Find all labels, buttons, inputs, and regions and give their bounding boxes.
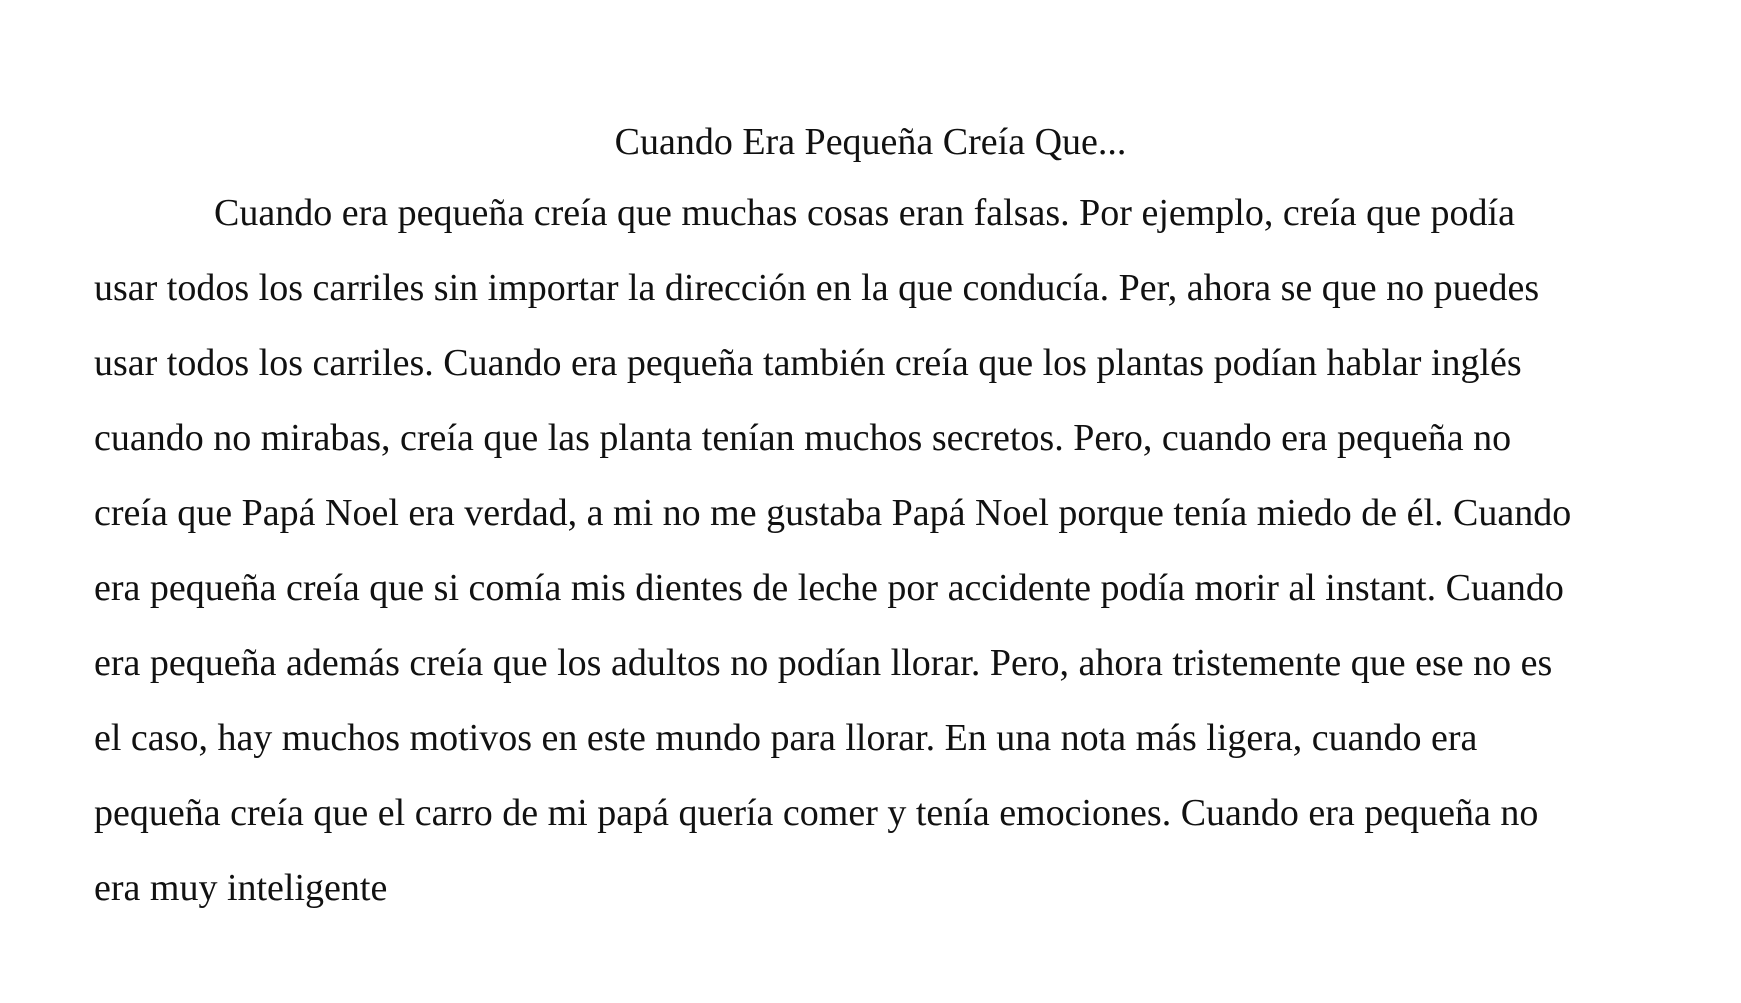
- paragraph-line: creía que Papá Noel era verdad, a mi no me gustaba Papá Noel porque tenía miedo de él. Cuando: [94, 492, 1572, 534]
- paragraph-line: pequeña creía que el carro de mi papá quería comer y tenía emociones. Cuando era pequeña no: [94, 792, 1539, 834]
- paragraph-line: era muy inteligente: [94, 867, 388, 909]
- paragraph-line: era pequeña creía que si comía mis dientes de leche por accidente podía morir al instant. Cuando: [94, 567, 1564, 609]
- paragraph-line: usar todos los carriles sin importar la dirección en la que conducía. Per, ahora se que no puedes: [94, 267, 1540, 309]
- paragraph-line: el caso, hay muchos motivos en este mundo para llorar. En una nota más ligera, cuando era: [94, 717, 1478, 759]
- document-title: Cuando Era Pequeña Creía Que...: [614, 121, 1127, 163]
- paragraph-line: cuando no mirabas, creía que las planta tenían muchos secretos. Pero, cuando era pequeña no: [94, 417, 1512, 459]
- paragraph-line: Cuando era pequeña creía que muchas cosas eran falsas. Por ejemplo, creía que podía: [214, 192, 1515, 234]
- paragraph-line: usar todos los carriles. Cuando era pequeña también creía que los plantas podían hablar inglés: [94, 342, 1522, 384]
- paragraph-line: era pequeña además creía que los adultos no podían llorar. Pero, ahora tristemente que ese no es: [94, 642, 1553, 684]
